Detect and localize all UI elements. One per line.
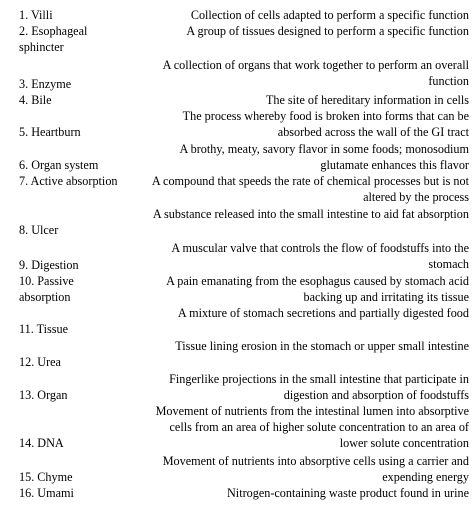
definition-9: A muscular valve that controls the flow of foodstuffs into the stomach [171, 241, 469, 271]
term-3: 3. Enzyme [19, 77, 72, 91]
term-7: 7. Active absorption [19, 174, 118, 188]
term-4: 4. Bile [19, 93, 52, 107]
definition-1: Collection of cells adapted to perform a specific function [190, 8, 469, 22]
term-9: 9. Digestion [19, 258, 79, 272]
definition-3: A collection of organs that work together to perform an overall function [162, 58, 469, 88]
term-13: 13. Organ [19, 388, 68, 402]
definition-16: Nitrogen-containing waste product found in urine [227, 486, 469, 500]
term-16: 16. Umami [19, 486, 74, 500]
term-11: 11. Tissue [19, 322, 69, 336]
definition-6: A brothy, meaty, savory flavor in some foods; monosodium glutamate enhances this flavor [179, 142, 469, 172]
term-2: 2. Esophageal sphincter [19, 24, 88, 54]
definition-5: The process whereby food is broken into forms that can be absorbed across the wall of the GI tract [182, 109, 469, 139]
term-15: 15. Chyme [19, 470, 73, 484]
definition-14: Movement of nutrients from the intestinal lumen into absorptive cells from an area of higher solute concentration to an area of lower solute concentration [155, 404, 469, 450]
definition-7: A compound that speeds the rate of chemical processes but is not altered by the process [151, 174, 469, 204]
term-6: 6. Organ system [19, 158, 99, 172]
term-14: 14. DNA [19, 436, 64, 450]
definition-15: Movement of nutrients into absorptive cells using a carrier and expending energy [162, 454, 469, 484]
term-8: 8. Ulcer [19, 223, 59, 237]
definition-11: A mixture of stomach secretions and partially digested food [177, 306, 469, 320]
definition-2: A group of tissues designed to perform a specific function [186, 24, 469, 38]
term-10: 10. Passive absorption [19, 274, 74, 304]
definition-10: A pain emanating from the esophagus caused by stomach acid backing up and irritating its tissue [166, 274, 469, 304]
term-12: 12. Urea [19, 355, 61, 369]
definition-13: Fingerlike projections in the small intestine that participate in digestion and absorption of foodstuffs [169, 372, 469, 402]
definition-12: Tissue lining erosion in the stomach or upper small intestine [175, 339, 469, 353]
definition-4: The site of hereditary information in cells [265, 93, 469, 107]
term-1: 1. Villi [19, 8, 53, 22]
definition-8: A substance released into the small intestine to aid fat absorption [152, 207, 469, 221]
term-5: 5. Heartburn [19, 125, 81, 139]
